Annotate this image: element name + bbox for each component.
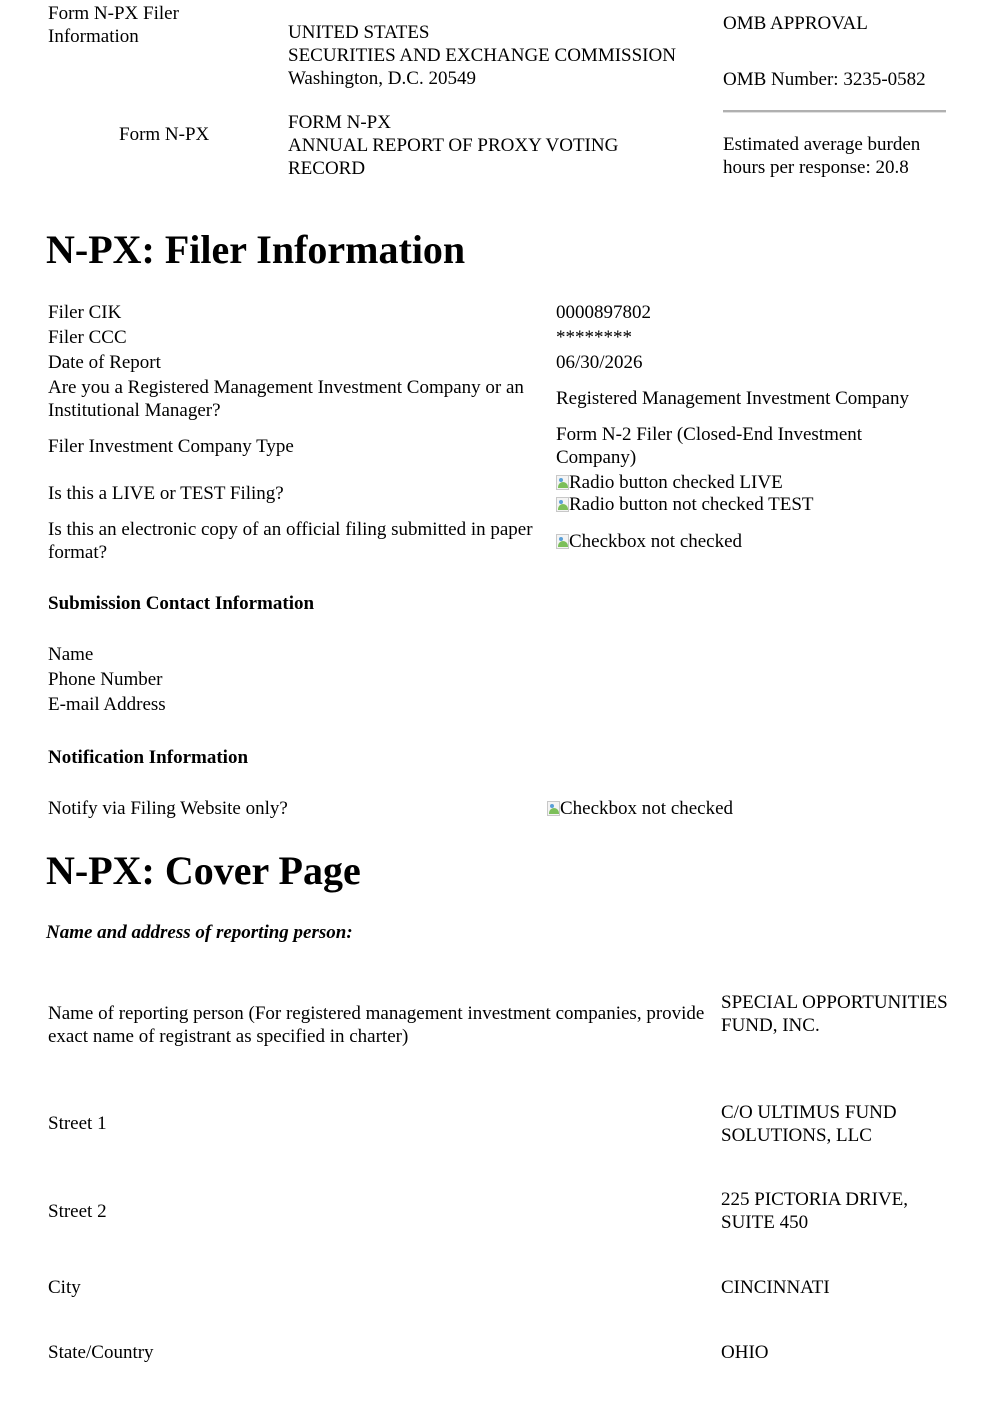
form-name: Form N-PX <box>119 124 210 145</box>
reporting-person-label: Name of reporting person (For registered management investment companies, provide exact name of registrant as specified in charter) <box>48 1003 705 1047</box>
filer-section-title: N-PX: Filer Information <box>46 227 466 272</box>
notify-label: Notify via Filing Website only? <box>48 798 288 819</box>
burden-estimate: Estimated average burden hours per response: 20.8 <box>723 134 921 178</box>
street2-label: Street 2 <box>48 1201 107 1222</box>
notify-checkbox[interactable] <box>547 797 733 820</box>
company-kind-label: Are you a Registered Management Investment Company or an Institutional Manager? <box>48 377 524 421</box>
form-title-block <box>288 111 668 180</box>
notify-value: Checkbox not checked <box>560 798 734 819</box>
agency-line-2: SECURITIES AND EXCHANGE COMMISSION <box>288 45 676 66</box>
form-info-label: Form N-PX Filer Information <box>48 3 179 47</box>
contact-heading: Submission Contact Information <box>48 593 315 614</box>
agency-line-1: UNITED STATES <box>288 22 430 43</box>
radio-live-label: Radio button checked LIVE <box>569 472 783 493</box>
filer-ccc-label: Filer CCC <box>48 327 127 348</box>
filer-cik-value: 0000897802 <box>556 302 651 323</box>
omb-approval: OMB APPROVAL <box>723 13 868 34</box>
omb-number: OMB Number: 3235-0582 <box>723 69 926 90</box>
notification-heading: Notification Information <box>48 747 249 768</box>
agency-block <box>288 21 708 90</box>
form-title-line-2: ANNUAL REPORT OF PROXY VOTING RECORD <box>288 135 619 179</box>
broken-image-icon <box>556 534 569 549</box>
live-test-label: Is this a LIVE or TEST Filing? <box>48 483 284 504</box>
radio-live[interactable] <box>556 471 783 494</box>
radio-test-label: Radio button not checked TEST <box>569 494 814 515</box>
reporting-person-value: SPECIAL OPPORTUNITIES FUND, INC. <box>721 992 948 1036</box>
broken-image-icon <box>556 475 569 490</box>
omb-divider <box>723 110 946 113</box>
company-kind-value: Registered Management Investment Company <box>556 388 909 409</box>
investment-company-type-label: Filer Investment Company Type <box>48 436 294 457</box>
city-label: City <box>48 1277 81 1298</box>
electronic-copy-checkbox[interactable] <box>556 530 742 553</box>
state-country-value: OHIO <box>721 1342 769 1363</box>
broken-image-icon <box>556 497 569 512</box>
state-country-label: State/Country <box>48 1342 154 1363</box>
form-title-line-1: FORM N-PX <box>288 112 391 133</box>
date-of-report-label: Date of Report <box>48 352 161 373</box>
broken-image-icon <box>547 801 560 816</box>
cover-section-title: N-PX: Cover Page <box>46 848 361 893</box>
date-of-report-value: 06/30/2026 <box>556 352 643 373</box>
radio-test[interactable] <box>556 493 814 516</box>
cover-subtitle: Name and address of reporting person: <box>46 922 353 943</box>
electronic-copy-value: Checkbox not checked <box>569 531 743 552</box>
filer-cik-label: Filer CIK <box>48 302 122 323</box>
city-value: CINCINNATI <box>721 1277 830 1298</box>
agency-line-3: Washington, D.C. 20549 <box>288 68 476 89</box>
contact-phone-label: Phone Number <box>48 669 163 690</box>
electronic-copy-label: Is this an electronic copy of an official filing submitted in paper format? <box>48 519 533 563</box>
filer-ccc-value: ******** <box>556 327 632 348</box>
street1-label: Street 1 <box>48 1113 107 1134</box>
contact-name-label: Name <box>48 644 94 665</box>
street2-value: 225 PICTORIA DRIVE, SUITE 450 <box>721 1189 909 1233</box>
contact-email-label: E-mail Address <box>48 694 166 715</box>
investment-company-type-value: Form N-2 Filer (Closed-End Investment Company) <box>556 424 863 468</box>
street1-value: C/O ULTIMUS FUND SOLUTIONS, LLC <box>721 1102 897 1146</box>
